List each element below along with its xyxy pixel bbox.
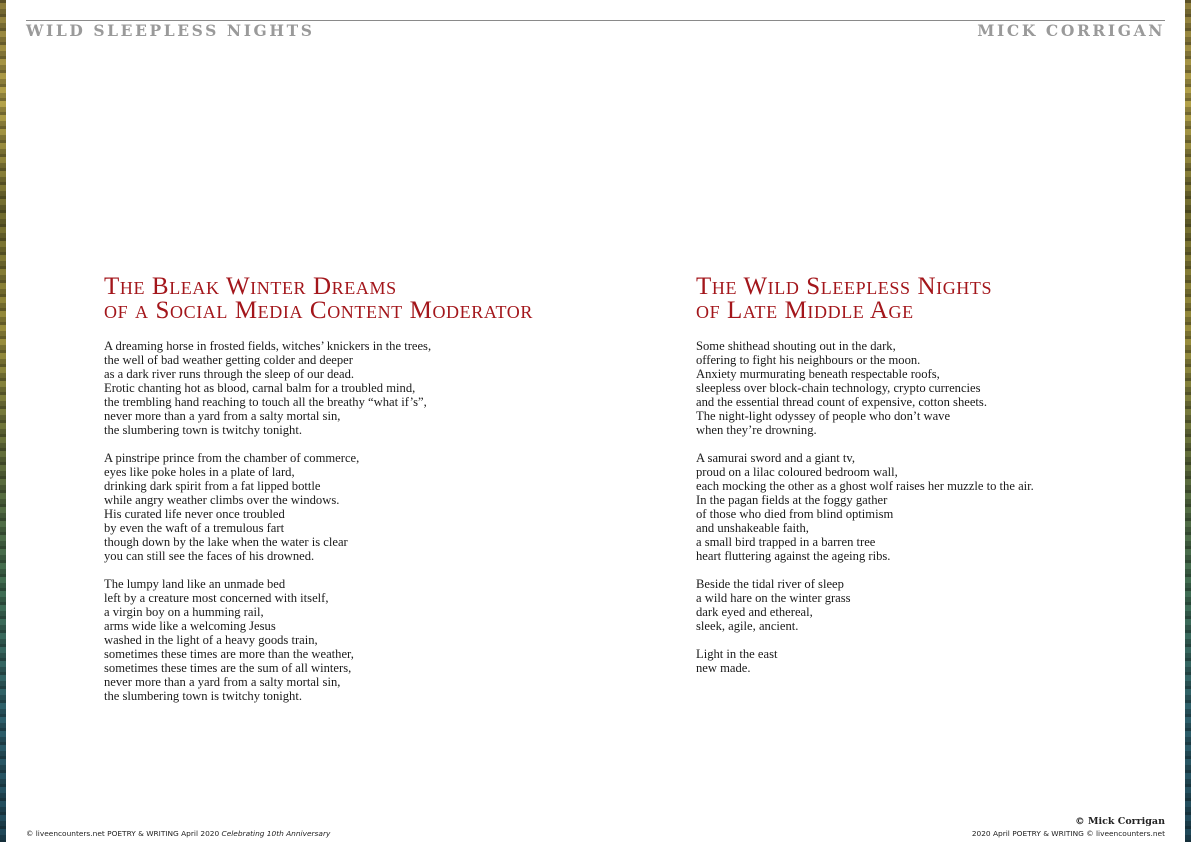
poem-line: never more than a yard from a salty mortal sin, bbox=[104, 409, 341, 423]
poem-line: His curated life never once troubled bbox=[104, 507, 285, 521]
poem-line: Light in the east bbox=[696, 647, 778, 661]
poem-line: Some shithead shouting out in the dark, bbox=[696, 339, 896, 353]
poem-line: the slumbering town is twitchy tonight. bbox=[104, 423, 302, 437]
right-page-edge-border bbox=[1185, 0, 1191, 842]
stanza bbox=[696, 339, 1034, 437]
poem-line: Anxiety murmurating beneath respectable roofs, bbox=[696, 367, 940, 381]
right-poem-title-line: of Late Middle Age bbox=[696, 297, 914, 324]
footer-right-text: 2020 April POETRY & WRITING © liveencounters.net bbox=[971, 829, 1165, 838]
poem-line: Beside the tidal river of sleep bbox=[696, 577, 844, 591]
left-poem-title-line: The Bleak Winter Dreams bbox=[104, 273, 397, 300]
running-header-author: MICK CORRIGAN bbox=[977, 21, 1165, 40]
poem-line: you can still see the faces of his drowned. bbox=[104, 549, 315, 563]
footer-left-text: © liveencounters.net POETRY & WRITING April 2020 bbox=[26, 829, 220, 838]
footer-left bbox=[26, 829, 330, 838]
poem-line: as a dark river runs through the sleep of our dead. bbox=[104, 367, 355, 381]
stanza bbox=[104, 577, 431, 703]
stanza bbox=[104, 451, 431, 563]
poem-line: and the essential thread count of expensive, cotton sheets. bbox=[696, 395, 987, 409]
poem-line: A samurai sword and a giant tv, bbox=[696, 451, 856, 465]
left-poem-body bbox=[104, 339, 431, 717]
poem-line: sometimes these times are the sum of all winters, bbox=[104, 661, 352, 675]
stanza bbox=[696, 647, 1034, 675]
poem-line: of those who died from blind optimism bbox=[696, 507, 894, 521]
poem-line: the trembling hand reaching to touch all the breathy “what if’s”, bbox=[104, 395, 427, 409]
poem-line: proud on a lilac coloured bedroom wall, bbox=[696, 465, 898, 479]
right-poem-title bbox=[696, 275, 992, 323]
poem-line: arms wide like a welcoming Jesus bbox=[104, 619, 276, 633]
poem-line: sleek, agile, ancient. bbox=[696, 619, 799, 633]
poem-line: when they’re drowning. bbox=[696, 423, 817, 437]
poem-line: drinking dark spirit from a fat lipped bottle bbox=[104, 479, 321, 493]
poem-line: while angry weather climbs over the windows. bbox=[104, 493, 340, 507]
poem-line: a virgin boy on a humming rail, bbox=[104, 605, 264, 619]
stanza bbox=[696, 577, 1034, 633]
poem-line: Erotic chanting hot as blood, carnal balm for a troubled mind, bbox=[104, 381, 416, 395]
poem-line: and unshakeable faith, bbox=[696, 521, 809, 535]
running-header-title: WILD SLEEPLESS NIGHTS bbox=[26, 21, 315, 40]
poem-line: each mocking the other as a ghost wolf raises her muzzle to the air. bbox=[696, 479, 1034, 493]
poem-line: new made. bbox=[696, 661, 751, 675]
poem-line: eyes like poke holes in a plate of lard, bbox=[104, 465, 295, 479]
poem-line: a wild hare on the winter grass bbox=[696, 591, 851, 605]
poem-line: The lumpy land like an unmade bed bbox=[104, 577, 286, 591]
footer-left-anniversary: Celebrating 10th Anniversary bbox=[221, 829, 331, 838]
poem-line: washed in the light of a heavy goods train, bbox=[104, 633, 318, 647]
poem-line: heart fluttering against the ageing ribs. bbox=[696, 549, 891, 563]
poem-line: sometimes these times are more than the weather, bbox=[104, 647, 354, 661]
poem-line: The night-light odyssey of people who don’t wave bbox=[696, 409, 951, 423]
poem-line: the well of bad weather getting colder and deeper bbox=[104, 353, 353, 367]
left-poem-title bbox=[104, 275, 533, 323]
poem-line: though down by the lake when the water is clear bbox=[104, 535, 348, 549]
poem-line: In the pagan fields at the foggy gather bbox=[696, 493, 888, 507]
poem-line: a small bird trapped in a barren tree bbox=[696, 535, 876, 549]
author-copyright: © Mick Corrigan bbox=[1075, 816, 1165, 827]
stanza bbox=[696, 451, 1034, 563]
poem-line: A dreaming horse in frosted fields, witches’ knickers in the trees, bbox=[104, 339, 432, 353]
poem-line: A pinstripe prince from the chamber of commerce, bbox=[104, 451, 360, 465]
poem-line: never more than a yard from a salty mortal sin, bbox=[104, 675, 341, 689]
poem-line: left by a creature most concerned with itself, bbox=[104, 591, 329, 605]
poem-line: dark eyed and ethereal, bbox=[696, 605, 813, 619]
left-poem-title-line: of a Social Media Content Moderator bbox=[104, 297, 533, 324]
left-page-edge-border bbox=[0, 0, 6, 842]
poem-line: offering to fight his neighbours or the moon. bbox=[696, 353, 921, 367]
poem-line: sleepless over block-chain technology, crypto currencies bbox=[696, 381, 981, 395]
poem-line: by even the waft of a tremulous fart bbox=[104, 521, 285, 535]
stanza bbox=[104, 339, 431, 437]
poem-line: the slumbering town is twitchy tonight. bbox=[104, 689, 302, 703]
right-poem-title-line: The Wild Sleepless Nights bbox=[696, 273, 993, 300]
right-poem-body bbox=[696, 339, 1034, 689]
